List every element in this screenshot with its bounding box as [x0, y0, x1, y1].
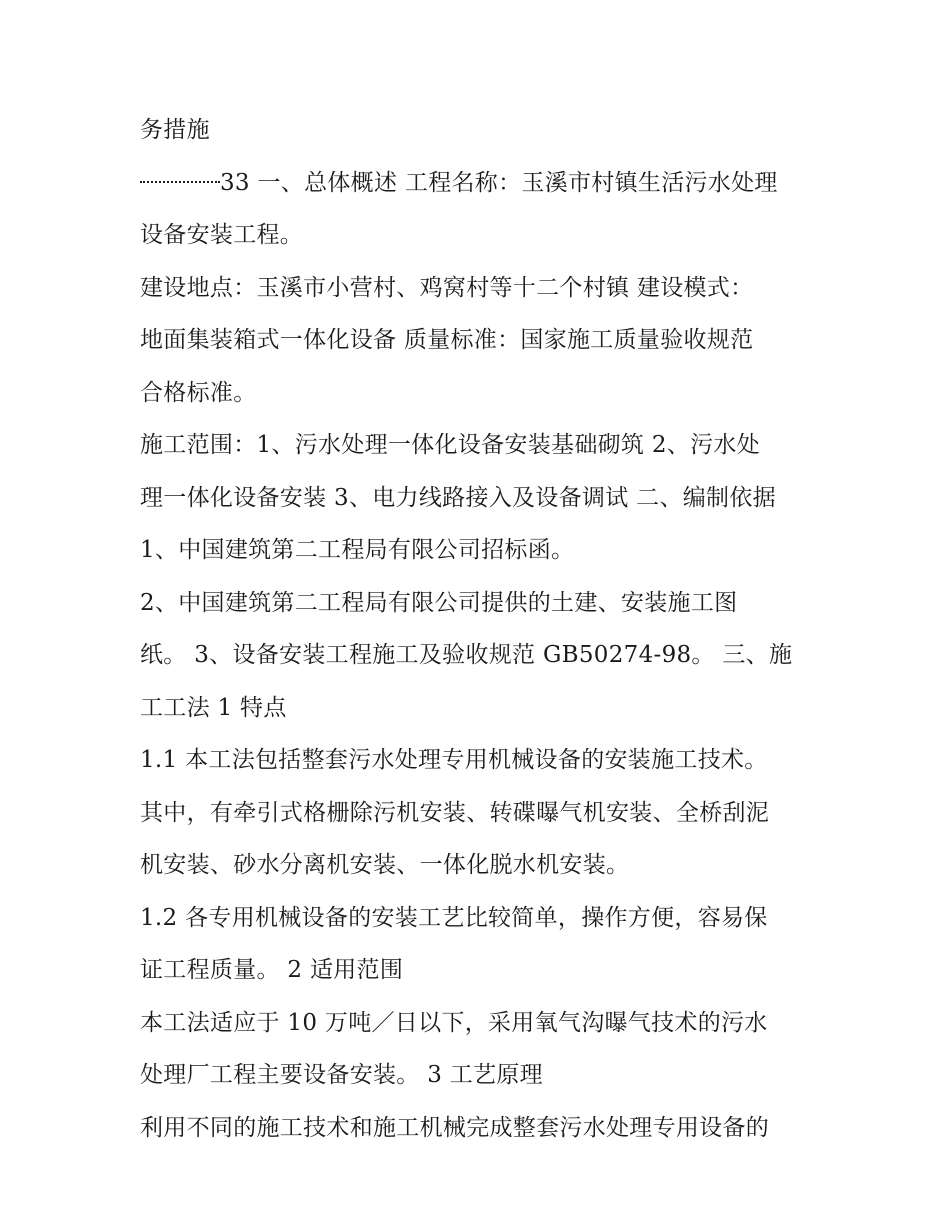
text-line: 其中，有牵引式格栅除污机安装、转碟曝气机安装、全桥刮泥	[140, 799, 770, 826]
dotted-leader	[140, 181, 220, 183]
text-line: 2、中国建筑第二工程局有限公司提供的土建、安装施工图	[140, 589, 738, 616]
text-line: 处理厂工程主要设备安装。 3 工艺原理	[140, 1062, 543, 1088]
text-line: 务措施	[140, 117, 210, 143]
text-line: 本工法适应于 10 万吨／日以下，采用氧气沟曝气技术的污水	[140, 1009, 768, 1036]
text-line: 利用不同的施工技术和施工机械完成整套污水处理专用设备的	[140, 1114, 770, 1141]
text-line: 建设地点：玉溪市小营村、鸡窝村等十二个村镇 建设模式：	[140, 274, 754, 301]
text-line: 1.2 各专用机械设备的安装工艺比较简单，操作方便，容易保	[140, 904, 768, 931]
text-line: 合格标准。	[140, 379, 257, 406]
text-line	[140, 162, 830, 204]
text-line: 机安装、砂水分离机安装、一体化脱水机安装。	[140, 852, 630, 878]
text-line: 工工法 1 特点	[140, 694, 287, 721]
text-line: 纸。 3、设备安装工程施工及验收规范 GB50274-98。 三、施	[140, 642, 793, 668]
text-line: 设备安装工程。	[140, 222, 304, 248]
text-line: 1.1 本工法包括整套污水处理专用机械设备的安装施工技术。	[140, 747, 768, 773]
text-line: 施工范围：1、污水处理一体化设备安装基础砌筑 2、污水处	[140, 432, 760, 458]
document-body	[140, 109, 830, 1159]
text-line: 证工程质量。 2 适用范围	[140, 957, 404, 983]
text-line: 地面集装箱式一体化设备 质量标准：国家施工质量验收规范	[140, 327, 754, 353]
text-line: 1、中国建筑第二工程局有限公司招标函。	[140, 537, 575, 563]
text-line: 理一体化设备安装 3、电力线路接入及设备调试 二、编制依据	[140, 484, 776, 511]
text-line-content: 33 一、总体概述 工程名称：玉溪市村镇生活污水处理	[220, 169, 778, 196]
